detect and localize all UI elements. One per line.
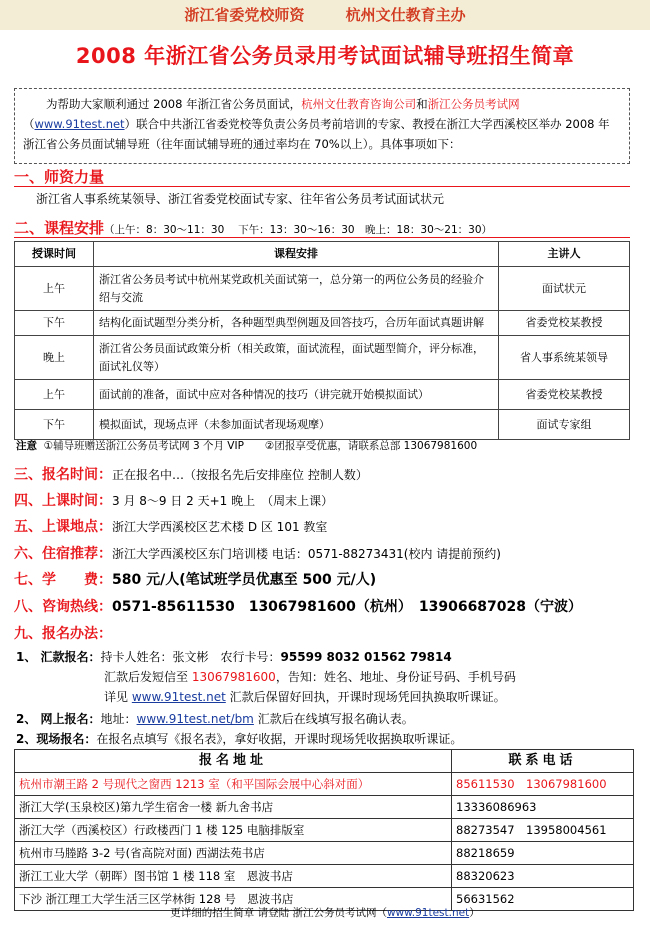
remit-line-1 xyxy=(16,648,452,665)
header-lecturer: 主讲人 xyxy=(499,242,630,267)
section-hotline xyxy=(14,596,582,616)
intro-text-1: 为帮助大家顺利通过 2008 年浙江省公务员面试， xyxy=(46,97,302,111)
onsite-label: 2、现场报名： xyxy=(16,732,97,746)
row-address: 杭州市马塍路 3-2 号(省高院对面) 西湖法苑书店 xyxy=(15,842,452,865)
class-location-body: 浙江大学西溪校区艺术楼 D 区 101 教室 xyxy=(112,520,328,534)
onsite-signup-line xyxy=(16,730,462,747)
note-label: 注意 xyxy=(16,440,37,452)
table-row xyxy=(15,336,630,380)
intro-url-link[interactable]: www.91test.net xyxy=(34,117,125,131)
row-course: 浙江省公务员考试中杭州某党政机关面试第一，总分第一的两位公务员的经验介绍与交流 xyxy=(94,267,499,311)
table-row xyxy=(15,410,630,440)
header-course: 课程安排 xyxy=(94,242,499,267)
section-fee xyxy=(14,569,376,589)
course-table xyxy=(14,241,630,440)
section-class-location xyxy=(14,516,327,536)
address-table xyxy=(14,749,634,911)
remit-card-number: 95599 8032 01562 79814 xyxy=(280,650,452,664)
fee-title: 七、学 费： xyxy=(14,572,112,588)
org-name-2: 浙江公务员考试网 xyxy=(427,97,520,111)
remit-text-2b: ，告知：姓名、地址、身份证号码、手机号码 xyxy=(275,670,516,684)
address-table-header xyxy=(15,750,634,773)
row-course: 结构化面试题型分类分析，各种题型典型例题及回答技巧，合历年面试真题讲解 xyxy=(94,311,499,336)
remit-text-2a: 汇款后发短信至 xyxy=(104,670,192,684)
onsite-text: 在报名点填写《报名表》，拿好收据，开课时现场凭收据换取听课证。 xyxy=(96,732,463,746)
row-address: 浙江大学（西溪校区）行政楼西门 1 楼 125 电脑排版室 xyxy=(15,819,452,842)
page-title: 2008 年浙江省公务员录用考试面试辅导班招生简章 xyxy=(75,44,575,68)
footer-url-link[interactable]: www.91test.net xyxy=(386,907,470,919)
signup-time-title: 三、报名时间： xyxy=(14,467,112,483)
online-signup-line xyxy=(16,710,414,727)
section-signup-method: 九、报名办法： xyxy=(14,626,112,642)
signup-time-body: 正在报名中… xyxy=(112,468,185,482)
row-phone: 13336086963 xyxy=(452,796,634,819)
row-time: 晚上 xyxy=(15,336,94,380)
section-divider xyxy=(14,186,630,187)
intro-text-2: ）联合中共浙江省委党校等负责公务员考前培训的专家、教授在浙江大学西溪校区举办 2008 年浙江省公务员面试辅导班（往年面试辅导班的通过率均在 70%以上）。具体事项如下： xyxy=(23,117,610,151)
class-time-title: 四、上课时间： xyxy=(14,493,112,509)
table-row xyxy=(15,842,634,865)
table-row xyxy=(15,380,630,410)
remit-label: 1、 汇款报名： xyxy=(16,650,101,664)
online-text-b: 汇款后在线填写报名确认表。 xyxy=(253,712,414,726)
table-row xyxy=(15,865,634,888)
top-banner xyxy=(0,0,650,30)
remit-phone: 13067981600 xyxy=(191,670,276,684)
note-text: ①辅导班赠送浙江公务员考试网 3 个月 VIP ②团报享受优惠，请联系总部 13067981600 xyxy=(43,440,478,452)
table-row xyxy=(15,311,630,336)
hotline-title: 八、咨询热线： xyxy=(14,599,112,615)
row-phone: 56631562 xyxy=(452,888,634,911)
row-time: 下午 xyxy=(15,311,94,336)
table-row xyxy=(15,267,630,311)
row-time: 上午 xyxy=(15,380,94,410)
banner-left: 浙江省委党校师资 xyxy=(184,6,305,24)
section-signup-time xyxy=(14,464,368,484)
footer-text: 更详细的招生简章 请登陆 浙江公务员考试网（ xyxy=(170,907,387,919)
online-label: 2、 网上报名： xyxy=(16,712,101,726)
row-course: 模拟面试，现场点评（未参加面试者现场观摩） xyxy=(94,410,499,440)
row-address: 浙江大学(玉泉校区)第九学生宿舍一楼 新九舍书店 xyxy=(15,796,452,819)
row-address: 杭州市潮王路 2 号现代之窗西 1213 室（和平国际会展中心斜对面） xyxy=(15,773,452,796)
course-title-text: 二、课程安排 xyxy=(14,219,105,237)
row-lecturer: 面试状元 xyxy=(499,267,630,311)
section-class-time xyxy=(14,490,333,510)
row-time: 下午 xyxy=(15,410,94,440)
row-address: 下沙 浙江理工大学生活三区学林街 128 号 恩波书店 xyxy=(15,888,452,911)
class-location-title: 五、上课地点： xyxy=(14,519,112,535)
lodging-body: 浙江大学西溪校区东门培训楼 电话：0571-88273431(校内 请提前预约) xyxy=(112,547,501,561)
table-row xyxy=(15,773,634,796)
row-address: 浙江工业大学（朝晖）图书馆 1 楼 118 室 恩波书店 xyxy=(15,865,452,888)
row-course: 浙江省公务员面试政策分析（相关政策，面试流程，面试题型简介，评分标准，面试礼仪等） xyxy=(94,336,499,380)
online-text-a: 地址： xyxy=(100,712,137,726)
row-course: 面试前的准备，面试中应对各种情况的技巧（讲完就开始模拟面试） xyxy=(94,380,499,410)
remit-line-2 xyxy=(104,668,516,685)
row-lecturer: 省委党校某教授 xyxy=(499,311,630,336)
section-course-title xyxy=(14,217,492,238)
remit-url-link[interactable]: www.91test.net xyxy=(131,690,226,704)
table-row xyxy=(15,819,634,842)
class-time-extra: （周末上课） xyxy=(267,494,334,508)
online-url-link[interactable]: www.91test.net/bm xyxy=(136,712,254,726)
row-phone: 88320623 xyxy=(452,865,634,888)
course-times: （上午：8：30～11：30 下午：13：30～16：30 晚上：18：30～21：30） xyxy=(104,224,493,236)
hotline-body: 0571-85611530 13067981600（杭州） 13906687028（宁波） xyxy=(112,599,583,615)
row-phone: 85611530 13067981600 xyxy=(452,773,634,796)
remit-text-1: 持卡人姓名：张文彬 农行卡号： xyxy=(100,650,281,664)
header-phone: 联系电话 xyxy=(452,750,634,773)
fee-body: 580 元/人(笔试班学员优惠至 500 元/人) xyxy=(112,572,377,588)
section-lodging xyxy=(14,543,501,563)
row-phone: 88218659 xyxy=(452,842,634,865)
intro-paren: （ xyxy=(23,117,35,131)
section-teachers-body: 浙江省人事系统某领导、浙江省委党校面试专家、往年省公务员考试面试状元 xyxy=(36,192,445,206)
lodging-title: 六、住宿推荐： xyxy=(14,546,112,562)
course-table-header xyxy=(15,242,630,267)
row-lecturer: 省人事系统某领导 xyxy=(499,336,630,380)
remit-text-3b: 汇款后保留好回执，开课时现场凭回执换取听课证。 xyxy=(225,690,506,704)
signup-time-extra: （按报名先后安排座位 控制人数） xyxy=(184,468,368,482)
class-time-body: 3 月 8～9 日 2 天+1 晚上 xyxy=(112,494,268,508)
row-phone: 88273547 13958004561 xyxy=(452,819,634,842)
footer xyxy=(0,905,650,920)
intro-and: 和 xyxy=(416,97,428,111)
note-line xyxy=(16,438,477,453)
table-row xyxy=(15,796,634,819)
row-lecturer: 面试专家组 xyxy=(499,410,630,440)
section-divider xyxy=(14,237,630,238)
footer-close: ） xyxy=(469,907,480,919)
header-address: 报名地址 xyxy=(15,750,452,773)
section-teachers-title: 一、师资力量 xyxy=(14,168,105,186)
banner-right: 杭州文仕教育主办 xyxy=(345,6,466,24)
row-lecturer: 省委党校某教授 xyxy=(499,380,630,410)
intro-box xyxy=(14,88,630,164)
org-name-1: 杭州文仕教育咨询公司 xyxy=(301,97,417,111)
remit-line-3 xyxy=(104,688,506,705)
remit-text-3a: 详见 xyxy=(104,690,132,704)
row-time: 上午 xyxy=(15,267,94,311)
header-time: 授课时间 xyxy=(15,242,94,267)
